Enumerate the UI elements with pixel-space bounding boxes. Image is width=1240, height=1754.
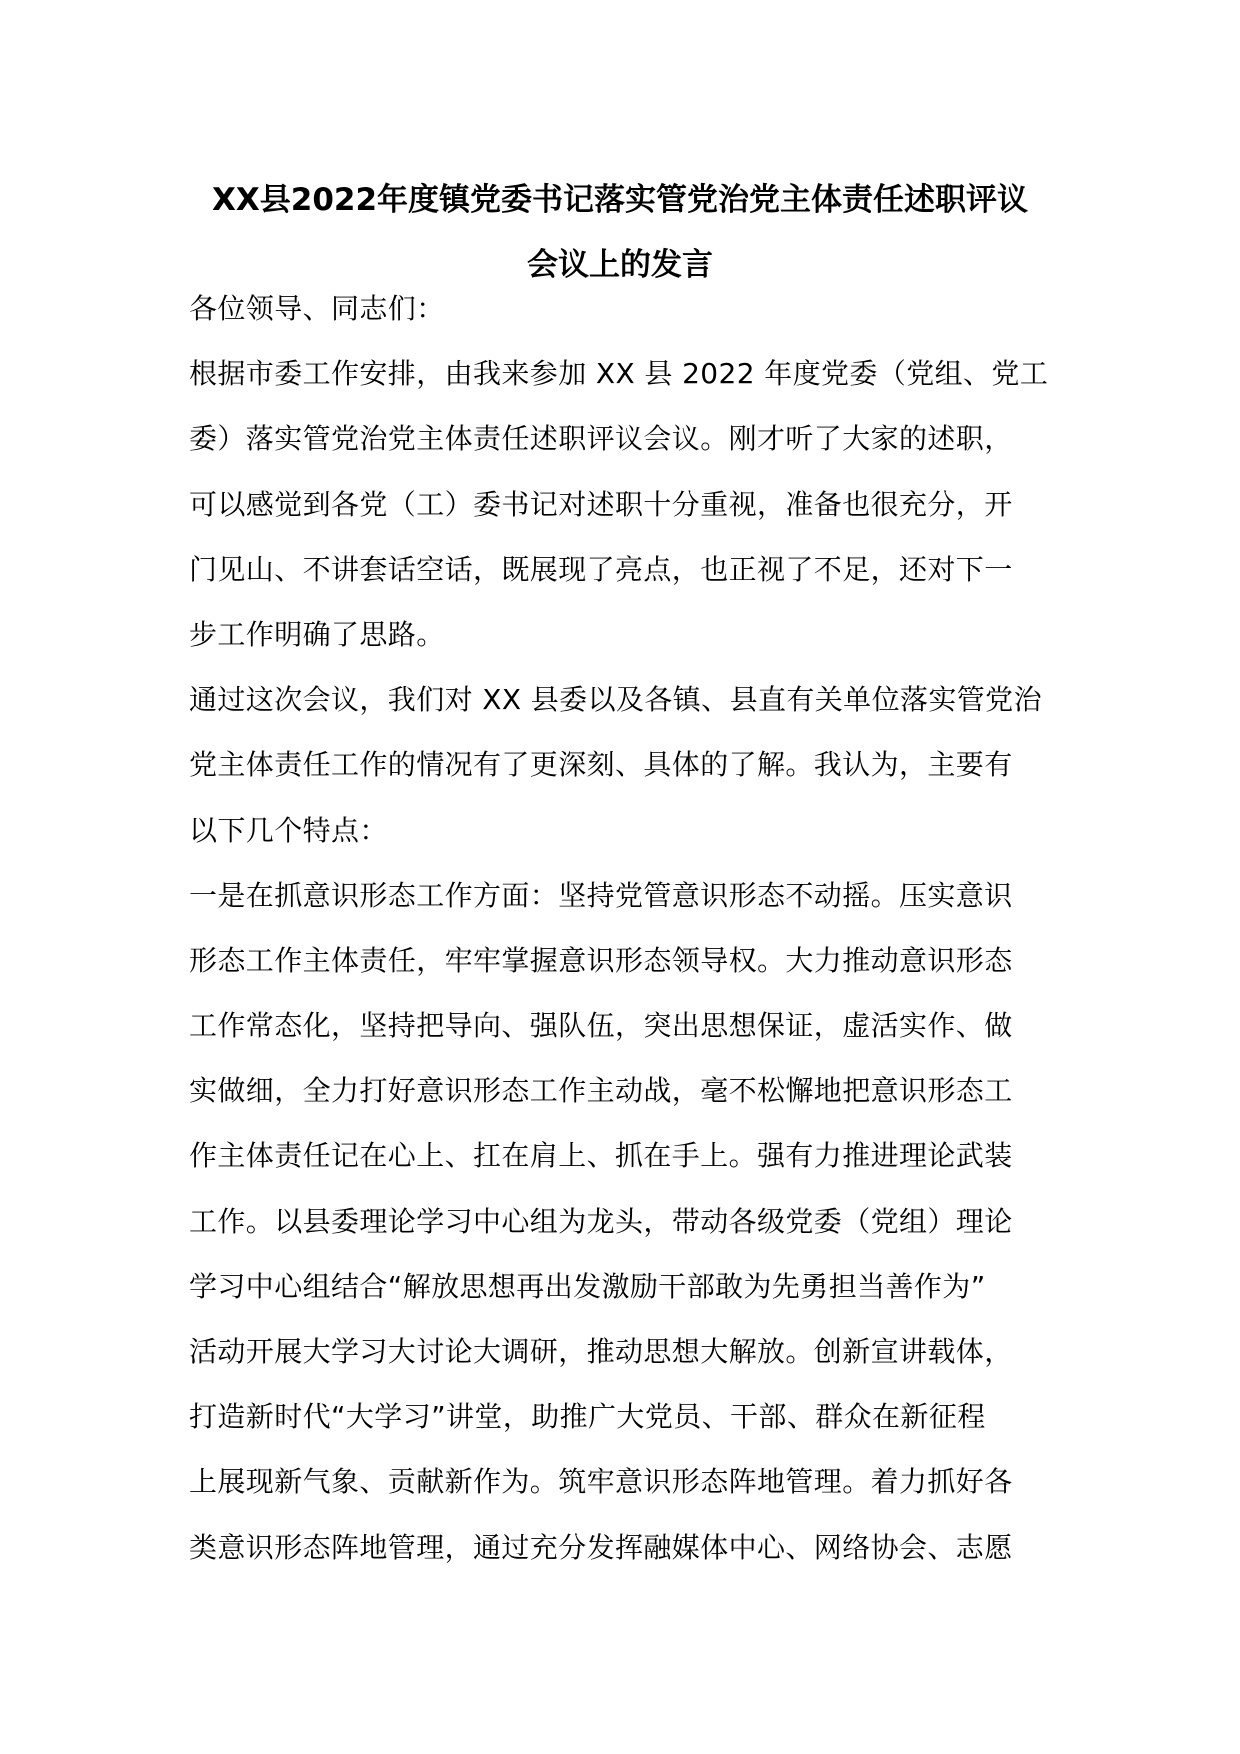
body-line: 作主体责任记在心上、扛在肩上、抓在手上。强有力推进理论武装 (189, 1139, 1013, 1173)
body-line: 工作常态化，坚持把导向、强队伍，突出思想保证，虚活实作、做 (189, 1009, 1013, 1043)
body-line: 门见山、不讲套话空话，既展现了亮点，也正视了不足，还对下一 (189, 552, 1013, 586)
body-line: 以下几个特点： (189, 813, 388, 847)
document-body (189, 276, 1069, 1580)
body-line: 类意识形态阵地管理，通过充分发挥融媒体中心、网络协会、志愿 (189, 1530, 1013, 1564)
body-line: 打造新时代“大学习”讲堂，助推广大党员、干部、群众在新征程 (189, 1400, 986, 1434)
title-line: XX县2022年度镇党委书记落实管党治党主体责任述职评议 (211, 182, 1029, 218)
body-line: 根据市委工作安排，由我来参加 XX 县 2022 年度党委（党组、党工 (189, 357, 1049, 391)
body-line: 形态工作主体责任，牢牢掌握意识形态领导权。大力推动意识形态 (189, 943, 1013, 977)
title-line: 会议上的发言 (527, 247, 713, 283)
body-line: 通过这次会议，我们对 XX 县委以及各镇、县直有关单位落实管党治 (189, 683, 1042, 717)
body-line: 活动开展大学习大讨论大调研，推动思想大解放。创新宣讲载体， (189, 1335, 1013, 1368)
body-line: 工作。以县委理论学习中心组为龙头，带动各级党委（党组）理论 (189, 1204, 1013, 1238)
body-line: 可以感觉到各党（工）委书记对述职十分重视，准备也很充分，开 (189, 487, 1013, 521)
body-line: 党主体责任工作的情况有了更深刻、具体的了解。我认为，主要有 (189, 748, 1013, 782)
body-line: 步工作明确了思路。 (189, 617, 445, 651)
body-line: 上展现新气象、贡献新作为。筑牢意识形态阵地管理。着力抓好各 (189, 1465, 1013, 1499)
body-line: 学习中心组结合“解放思想再出发激励干部敢为先勇担当善作为” (189, 1269, 986, 1303)
body-line: 委）落实管党治党主体责任述职评议会议。刚才听了大家的述职， (189, 422, 1013, 456)
body-line: 一是在抓意识形态工作方面：坚持党管意识形态不动摇。压实意识 (189, 878, 1013, 912)
body-line: 实做细，全力打好意识形态工作主动战，毫不松懈地把意识形态工 (189, 1074, 1013, 1108)
salutation: 各位领导、同志们： (189, 292, 445, 325)
